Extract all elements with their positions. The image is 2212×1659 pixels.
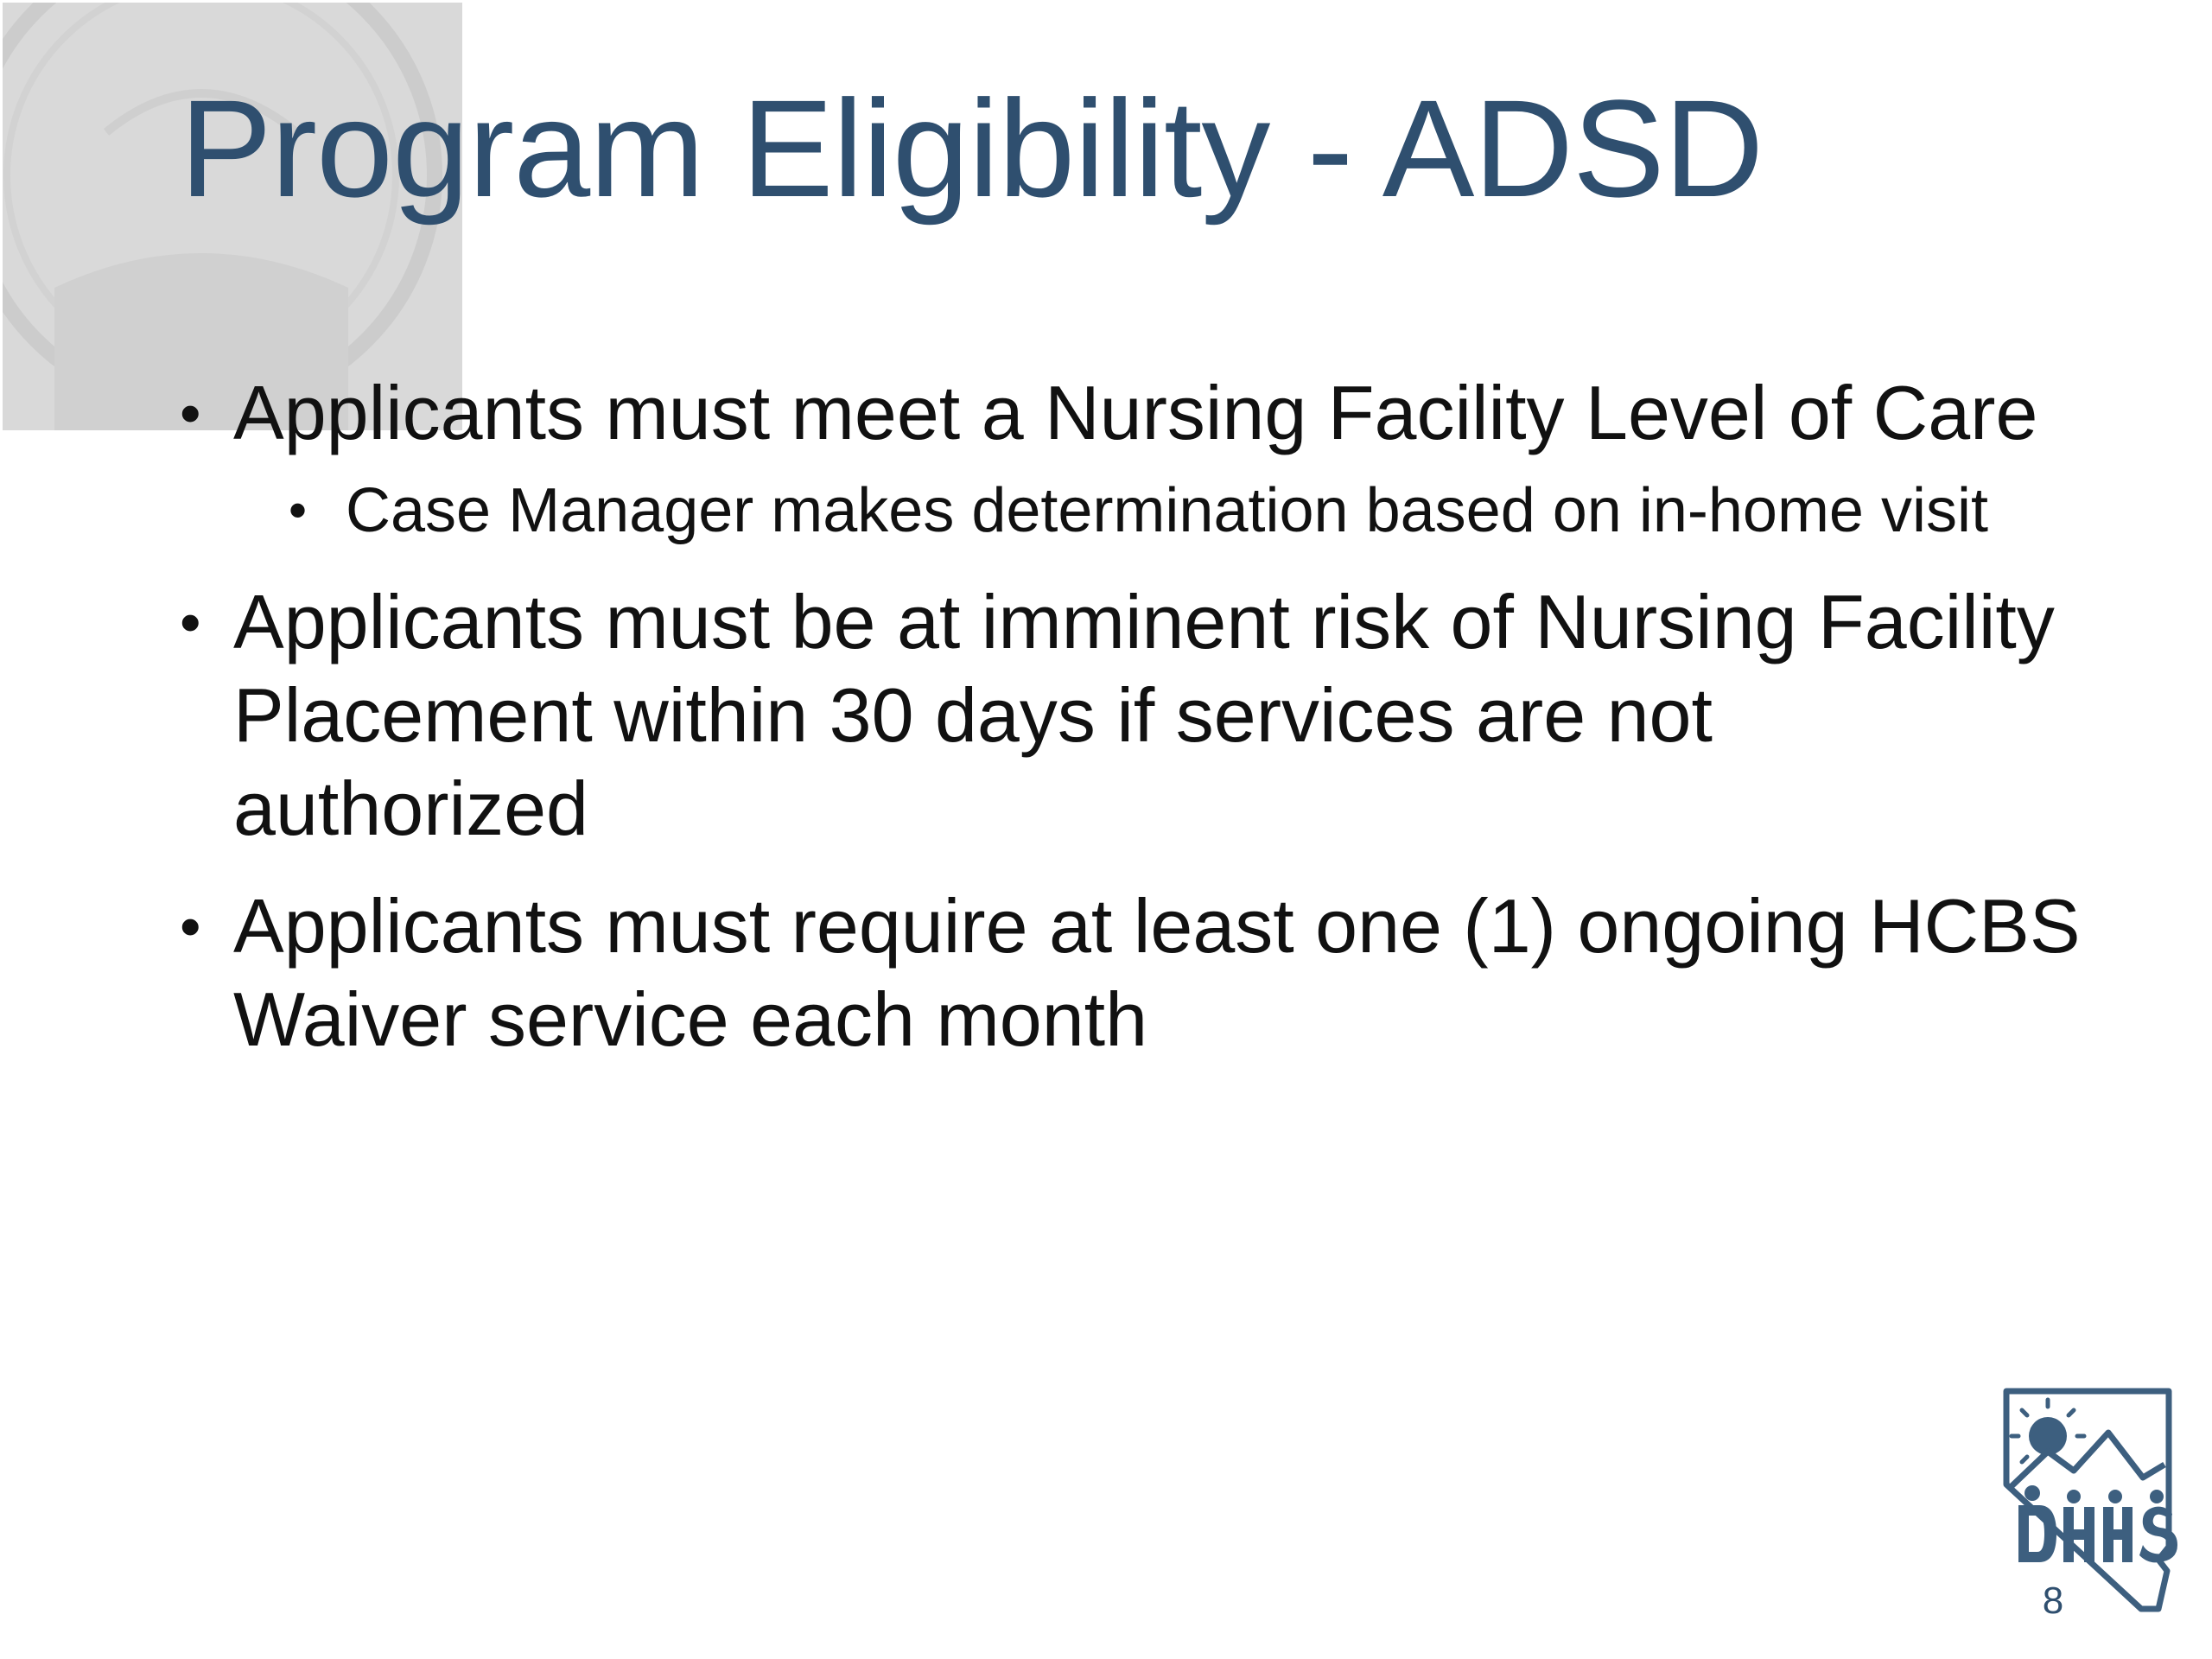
dhhs-nevada-logo-icon: [1987, 1382, 2195, 1633]
sub-bullet-list: [233, 470, 2081, 551]
bullet-list: [180, 366, 2081, 1066]
bullet-item: [180, 880, 2081, 1066]
bullet-text: Applicants must meet a Nursing Facility Level of Care: [233, 370, 2038, 455]
bullet-text: Applicants must be at imminent risk of Nursing Facility Placement within 30 days if services are not authorized: [233, 579, 2055, 851]
slide-title: Program Eligibility - ADSD: [180, 71, 1764, 226]
sub-bullet-item: [289, 470, 2081, 551]
sub-bullet-text: Case Manager makes determination based on in-home visit: [346, 476, 1988, 545]
page-number: 8: [2042, 1580, 2064, 1622]
bullet-item: [180, 366, 2081, 551]
bullet-item: [180, 575, 2081, 855]
bullet-text: Applicants must require at least one (1) ongoing HCBS Waiver service each month: [233, 883, 2081, 1062]
